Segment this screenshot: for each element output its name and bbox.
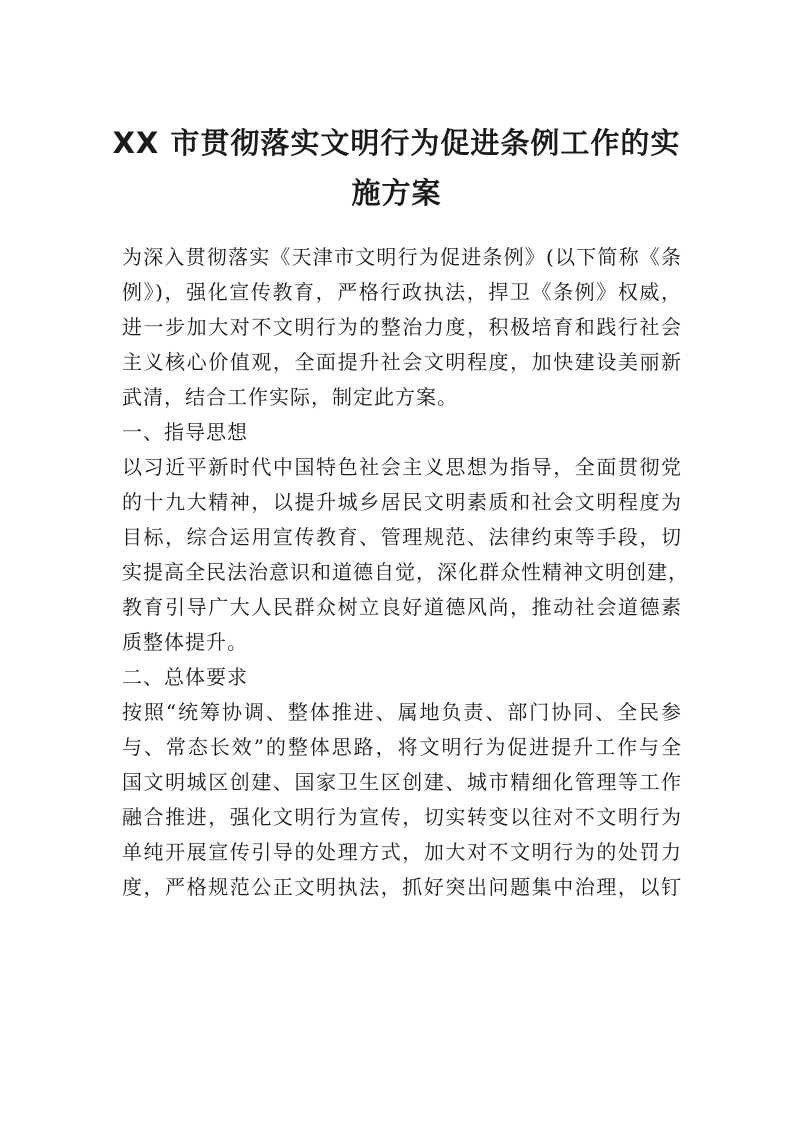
paragraph-line: 度，严格规范公正文明执法，抓好突出问题集中治理，以钉 bbox=[122, 875, 682, 899]
paragraph-line: 质整体提升。 bbox=[122, 630, 248, 654]
paragraph-line: 的十九大精神，以提升城乡居民文明素质和社会文明程度为 bbox=[122, 490, 682, 514]
document-body bbox=[122, 240, 689, 905]
paragraph-line: 按照“统筹协调、整体推进、属地负责、部门协同、全民参 bbox=[122, 700, 682, 724]
paragraph-line: 目标，综合运用宣传教育、管理规范、法律约束等手段，切 bbox=[122, 525, 682, 549]
paragraph-line: 进一步加大对不文明行为的整治力度，积极培育和践行社会 bbox=[122, 315, 682, 339]
paragraph-line: 与、常态长效”的整体思路，将文明行为促进提升工作与全 bbox=[122, 735, 682, 759]
title-line: 施方案 bbox=[351, 176, 442, 210]
paragraph-line: 教育引导广大人民群众树立良好道德风尚，推动社会道德素 bbox=[122, 595, 682, 619]
paragraph-line: 实提高全民法治意识和道德自觉，深化群众性精神文明创建， bbox=[122, 560, 689, 584]
paragraph-line: 主义核心价值观，全面提升社会文明程度，加快建设美丽新 bbox=[122, 350, 682, 374]
paragraph-line: 国文明城区创建、国家卫生区创建、城市精细化管理等工作 bbox=[122, 770, 682, 794]
document-title bbox=[100, 118, 693, 218]
paragraph-line: 为深入贯彻落实《天津市文明行为促进条例》(以下简称《条 bbox=[122, 245, 682, 269]
section-heading: 二、总体要求 bbox=[122, 665, 248, 689]
paragraph-line: 武清，结合工作实际，制定此方案。 bbox=[122, 385, 458, 409]
paragraph-line: 以习近平新时代中国特色社会主义思想为指导，全面贯彻党 bbox=[122, 455, 682, 479]
title-line: XX 市贯彻落实文明行为促进条例工作的实 bbox=[112, 126, 681, 160]
paragraph-line: 融合推进，强化文明行为宣传，切实转变以往对不文明行为 bbox=[122, 805, 682, 829]
paragraph-line: 单纯开展宣传引导的处理方式，加大对不文明行为的处罚力 bbox=[122, 840, 682, 864]
paragraph-line: 例》)，强化宣传教育，严格行政执法，捍卫《条例》权威， bbox=[122, 280, 682, 304]
section-heading: 一、指导思想 bbox=[122, 420, 248, 444]
